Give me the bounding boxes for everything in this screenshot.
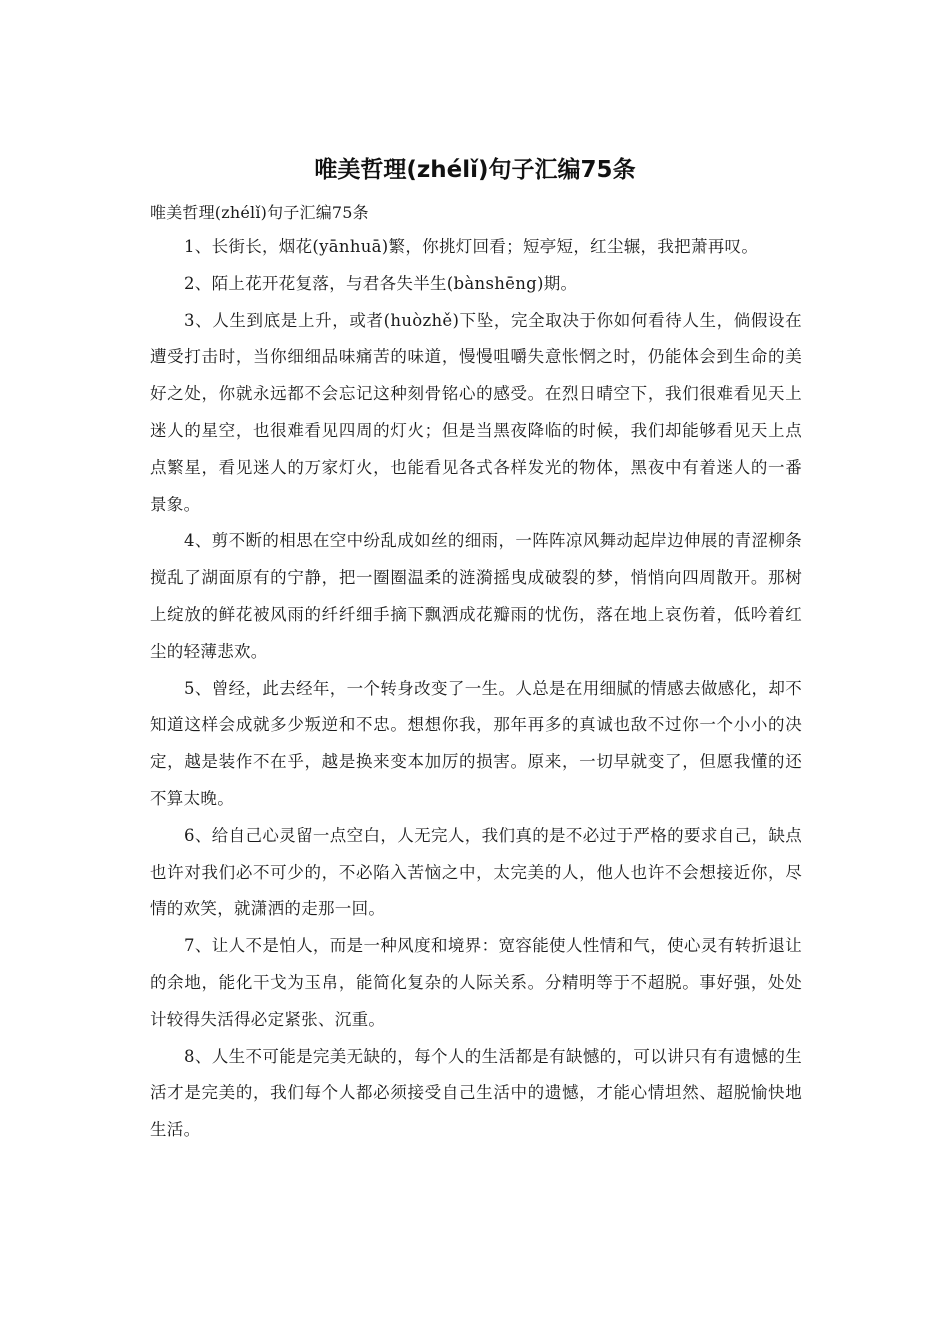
paragraph-4: 4、剪不断的相思在空中纷乱成如丝的细雨，一阵阵凉风舞动起岸边伸展的青涩柳条搅乱了湖面原有的宁静，把一圈圈温柔的涟漪摇曳成破裂的梦，悄悄向四周散开。那树上绽放的鲜花被风雨的纤纤细手摘下飘洒成花瓣雨的忧伤，落在地上哀伤着，低吟着红尘的轻薄悲欢。 xyxy=(150,531,802,661)
paragraph-8: 8、人生不可能是完美无缺的，每个人的生活都是有缺憾的，可以讲只有有遗憾的生活才是完美的，我们每个人都必须接受自己生活中的遗憾，才能心情坦然、超脱愉快地生活。 xyxy=(150,1046,802,1140)
paragraph-7: 7、让人不是怕人，而是一种风度和境界：宽容能使人性情和气，使心灵有转折退让的余地，能化干戈为玉帛，能简化复杂的人际关系。分精明等于不超脱。事好强，处处计较得失活得必定紧张、沉重。 xyxy=(150,936,802,1029)
paragraph-3: 3、人生到底是上升，或者(huòzhě)下坠，完全取决于你如何看待人生，倘假设在遭受打击时，当你细细品味痛苦的味道，慢慢咀嚼失意怅惘之时，仍能体会到生命的美好之处，你就永远都不会忘记这种刻骨铭心的感受。在烈日晴空下，我们很难看见天上迷人的星空，也很难看见四周的灯火；但是当黑夜降临的时候，我们却能够看见天上点点繁星，看见迷人的万家灯火，也能看见各式各样发光的物体，黑夜中有着迷人的一番景象。 xyxy=(150,310,802,514)
document-subtitle: 唯美哲理(zhélǐ)句子汇编75条 xyxy=(150,203,369,222)
paragraph-6: 6、给自己心灵留一点空白，人无完人，我们真的是不必过于严格的要求自己，缺点也许对我们必不可少的，不必陷入苦恼之中，太完美的人，他人也许不会想接近你，尽情的欢笑，就潇洒的走那一回。 xyxy=(150,825,802,919)
paragraph-2: 2、陌上花开花复落，与君各失半生(bànshēng)期。 xyxy=(184,273,578,293)
paragraph-5: 5、曾经，此去经年，一个转身改变了一生。人总是在用细腻的情感去做感化，却不知道这样会成就多少叛逆和不忠。想想你我，那年再多的真诚也敌不过你一个小小的决定，越是装作不在乎，越是换来变本加厉的损害。原来，一切早就变了，但愿我懂的还不算太晚。 xyxy=(150,678,802,808)
document-title: 唯美哲理(zhélǐ)句子汇编75条 xyxy=(314,157,636,183)
document-body xyxy=(150,196,802,1149)
paragraph-1: 1、长街长，烟花(yānhuā)繁，你挑灯回看；短亭短，红尘辗，我把萧再叹。 xyxy=(184,237,759,256)
